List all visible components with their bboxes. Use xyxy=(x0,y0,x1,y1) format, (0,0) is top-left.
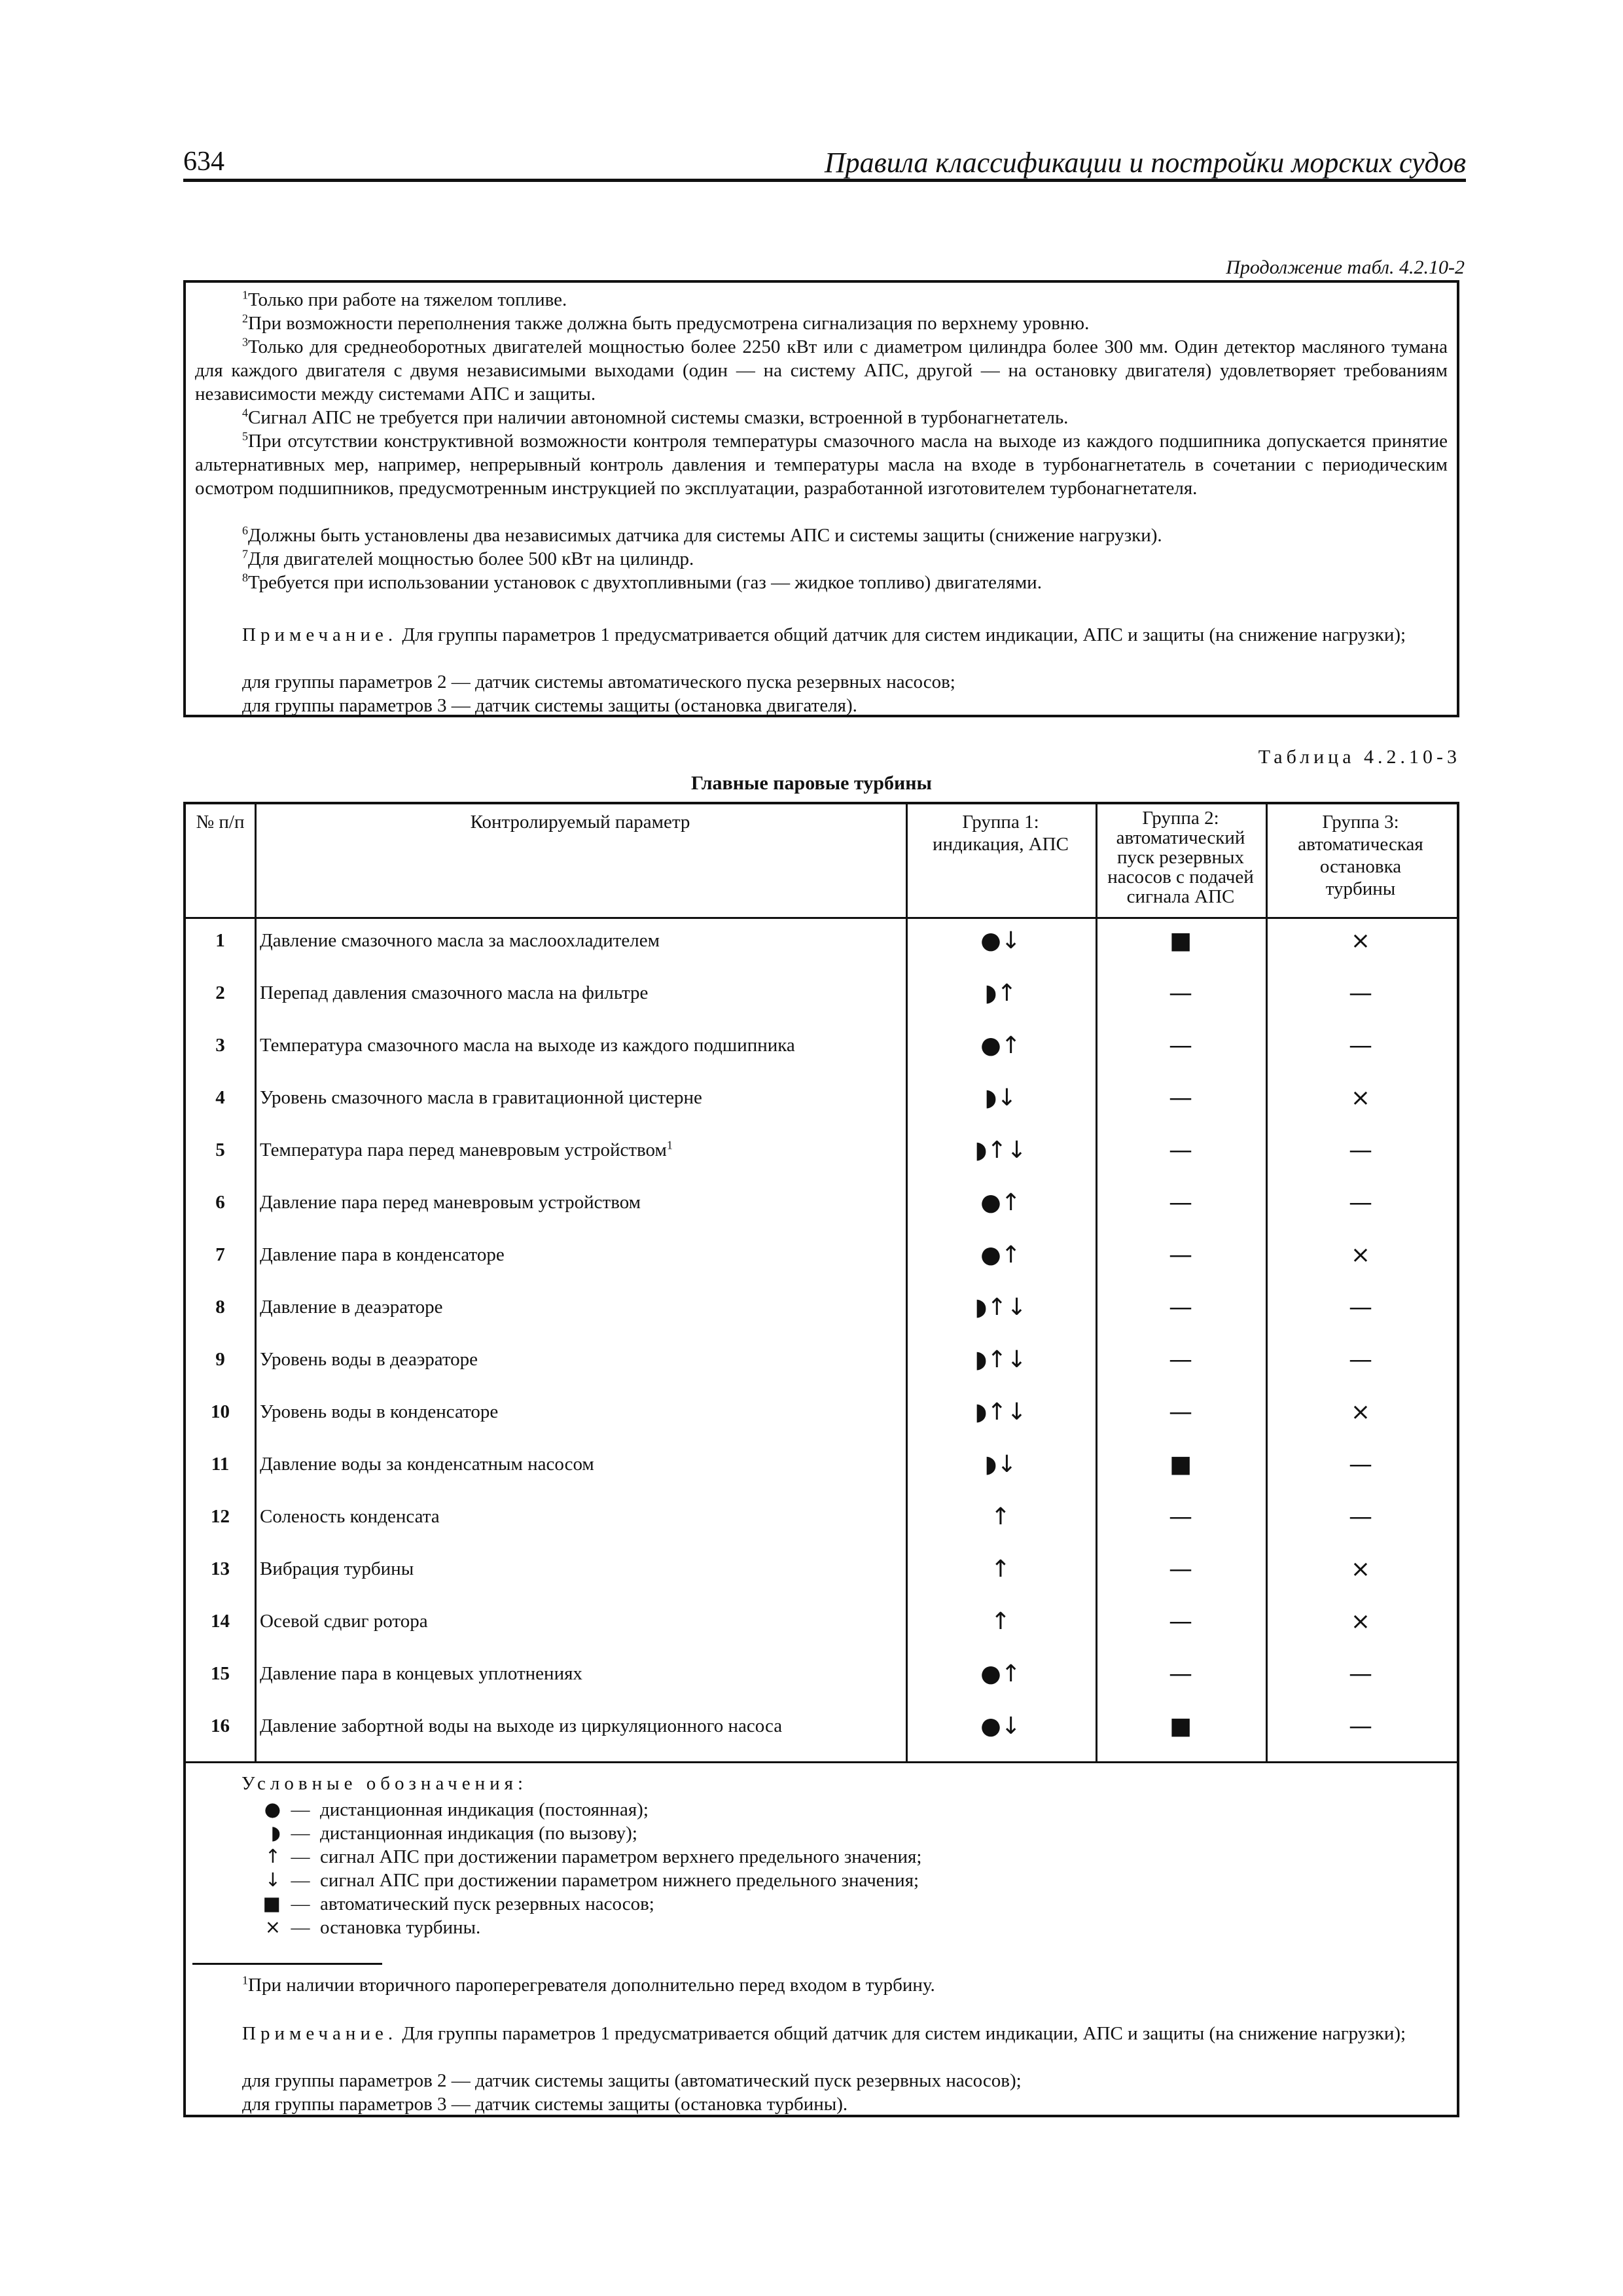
group-1-symbols: ↑ xyxy=(990,1556,1011,1583)
legend-item: ● — дистанционная индикация (постоянная); xyxy=(241,1798,649,1821)
row-parameter: Температура смазочного масла на выходе из каждого подшипника xyxy=(260,1035,795,1056)
header-group-1: Группа 1: индикация, АПС xyxy=(933,812,1069,855)
row-number: 16 xyxy=(211,1715,230,1736)
legend-item: ■ — автоматический пуск резервных насосов; xyxy=(241,1892,654,1916)
continuation-label: Продолжение табл. 4.2.10-2 xyxy=(1226,257,1465,278)
header-group-2: Группа 2: автоматический пуск резервных насосов с подачей сигнала АПС xyxy=(1107,808,1254,907)
group-1-symbols: ●↑ xyxy=(980,1189,1021,1216)
group-2-symbol: — xyxy=(1169,1242,1192,1268)
footnote-5: $^5$При отсутствии конструктивной возможности контроля температуры смазочного масла на выходе из каждого подшипника допускается принятие альтернативных мер, например, непрерывный контроль давления и температуры масла на входе в турбонагнетатель в сочетании с периодическим осмотром подшипников, предусмотренным инструкцией по эксплуатации, разработанной изготовителем турбонагнетателя. xyxy=(195,429,1448,499)
group-3-symbol: — xyxy=(1349,1503,1372,1530)
group-3-symbol: — xyxy=(1349,1189,1372,1216)
footnote-rule xyxy=(192,1963,382,1965)
row-number: 5 xyxy=(215,1139,225,1160)
row-parameter: Уровень смазочного масла в гравитационной цистерне xyxy=(260,1087,702,1108)
continuation-note-line-2: для группы параметров 2 — датчик системы автоматического пуска резервных насосов; xyxy=(242,672,955,692)
table-row xyxy=(186,921,1457,973)
group-1-symbols: ◗↑↓ xyxy=(974,1346,1027,1373)
group-2-symbol: — xyxy=(1169,1660,1192,1687)
table-note-line-2: для группы параметров 2 — датчик системы защиты (автоматический пуск резервных насосов); xyxy=(242,2070,1022,2091)
row-parameter: Уровень воды в деаэраторе xyxy=(260,1349,478,1370)
half-circle-icon: ◗ xyxy=(270,1821,281,1844)
row-number: 9 xyxy=(215,1349,225,1370)
group-2-symbol: — xyxy=(1169,1085,1192,1111)
group-3-symbol: — xyxy=(1349,1660,1372,1687)
legend-item: ↓ — сигнал АПС при достижении параметром нижнего предельного значения; xyxy=(241,1869,919,1892)
header-num: № п/п xyxy=(196,812,245,833)
group-3-symbol: × xyxy=(1350,927,1371,954)
header-group-3: Группа 3: автоматическая остановка турбины xyxy=(1298,812,1423,899)
group-1-symbols: ◗↓ xyxy=(984,1085,1017,1111)
table-footnote: $^1$При наличии вторичного пароперегревателя дополнительно перед входом в турбину. xyxy=(242,1973,935,1996)
table-row xyxy=(186,1392,1457,1444)
group-3-symbol: × xyxy=(1350,1556,1371,1583)
header-param: Контролируемый параметр xyxy=(470,812,690,833)
group-1-symbols: ●↑ xyxy=(980,1660,1021,1687)
table-row xyxy=(186,1287,1457,1340)
continuation-footnotes-box xyxy=(183,280,1459,717)
steam-turbine-table xyxy=(183,802,1459,2117)
group-3-symbol: — xyxy=(1349,1294,1372,1321)
group-1-symbols: ◗↑↓ xyxy=(974,1137,1027,1164)
table-title: Главные паровые турбины xyxy=(691,772,932,794)
row-parameter: Вибрация турбины xyxy=(260,1558,414,1579)
group-1-symbols: ◗↑ xyxy=(984,980,1017,1007)
row-parameter: Давление в деаэраторе xyxy=(260,1297,443,1318)
arrow-down-icon: ↓ xyxy=(264,1869,281,1891)
group-3-symbol: × xyxy=(1350,1608,1371,1635)
group-1-symbols: ◗↑↓ xyxy=(974,1294,1027,1321)
filled-square-icon: ■ xyxy=(262,1892,281,1914)
note-label: Примечание. xyxy=(242,2023,398,2044)
row-number: 7 xyxy=(215,1244,225,1265)
table-note: Примечание. Для группы параметров 1 предусматривается общий датчик для систем индикации, АПС и защиты (на снижение нагрузки); xyxy=(242,2023,1406,2044)
group-3-symbol: — xyxy=(1349,1713,1372,1740)
row-parameter: Уровень воды в конденсаторе xyxy=(260,1401,499,1422)
row-number: 4 xyxy=(215,1087,225,1108)
row-number: 8 xyxy=(215,1297,225,1318)
footnote-4: $^4$Сигнал АПС не требуется при наличии автономной системы смазки, встроенной в турбонагнетатель. xyxy=(242,406,1069,428)
table-label: Таблица 4.2.10-3 xyxy=(1258,746,1461,768)
group-3-symbol: × xyxy=(1350,1085,1371,1111)
row-number: 1 xyxy=(215,930,225,951)
table-row xyxy=(186,1654,1457,1706)
row-number: 11 xyxy=(211,1454,230,1475)
running-title: Правила классификации и постройки морских судов xyxy=(824,147,1466,179)
group-1-symbols: ↑ xyxy=(990,1608,1011,1635)
table-row xyxy=(186,1602,1457,1654)
table-row xyxy=(186,1078,1457,1130)
table-row xyxy=(186,1549,1457,1602)
header-divider xyxy=(186,917,1457,919)
row-number: 6 xyxy=(215,1192,225,1213)
group-2-symbol: — xyxy=(1169,1399,1192,1426)
row-parameter: Соленость конденсата xyxy=(260,1506,440,1527)
group-1-symbols: ●↑ xyxy=(980,1242,1021,1268)
row-parameter: Давление пара в концевых уплотнениях xyxy=(260,1663,582,1684)
row-number: 12 xyxy=(211,1506,230,1527)
group-2-symbol: ■ xyxy=(1169,1713,1192,1740)
group-2-symbol: — xyxy=(1169,1032,1192,1059)
note-label: Примечание. xyxy=(242,624,398,645)
group-2-symbol: — xyxy=(1169,1294,1192,1321)
footnote-1: $^1$Только при работе на тяжелом топливе. xyxy=(242,288,567,310)
group-2-symbol: — xyxy=(1169,1556,1192,1583)
legend-item: ◗ — дистанционная индикация (по вызову); xyxy=(241,1821,637,1845)
row-parameter: Перепад давления смазочного масла на фильтре xyxy=(260,982,649,1003)
body-divider xyxy=(186,1761,1457,1763)
row-parameter: Давление смазочного масла за маслоохладителем xyxy=(260,930,660,951)
group-1-symbols: ●↑ xyxy=(980,1032,1021,1059)
group-2-symbol: — xyxy=(1169,1503,1192,1530)
group-1-symbols: ↑ xyxy=(990,1503,1011,1530)
table-row xyxy=(186,1340,1457,1392)
group-3-symbol: × xyxy=(1350,1242,1371,1268)
table-note-line-3: для группы параметров 3 — датчик системы защиты (остановка турбины). xyxy=(242,2094,848,2115)
row-parameter: Давление пара перед маневровым устройством xyxy=(260,1192,641,1213)
row-number: 3 xyxy=(215,1035,225,1056)
legend-item: × — остановка турбины. xyxy=(241,1916,480,1939)
continuation-note-line-3: для группы параметров 3 — датчик системы защиты (остановка двигателя). xyxy=(242,695,857,716)
group-1-symbols: ●↓ xyxy=(980,1713,1021,1740)
row-number: 2 xyxy=(215,982,225,1003)
group-3-symbol: — xyxy=(1349,1451,1372,1478)
group-3-symbol: — xyxy=(1349,980,1372,1007)
group-2-symbol: — xyxy=(1169,1189,1192,1216)
arrow-up-icon: ↑ xyxy=(264,1845,281,1867)
row-parameter: Температура пара перед маневровым устройством$^1$ xyxy=(260,1138,673,1160)
group-2-symbol: — xyxy=(1169,1608,1192,1635)
group-2-symbol: — xyxy=(1169,980,1192,1007)
row-parameter: Давление забортной воды на выходе из циркуляционного насоса xyxy=(260,1715,783,1736)
row-number: 13 xyxy=(211,1558,230,1579)
group-2-symbol: — xyxy=(1169,1346,1192,1373)
group-2-symbol: — xyxy=(1169,1137,1192,1164)
footnote-7: $^7$Для двигателей мощностью более 500 кВт на цилиндр. xyxy=(242,547,694,569)
group-2-symbol: ■ xyxy=(1169,1451,1192,1478)
continuation-note: Примечание. Для группы параметров 1 предусматривается общий датчик для систем индикации, АПС и защиты (на снижение нагрузки); xyxy=(242,624,1406,645)
footnote-2: $^2$При возможности переполнения также должна быть предусмотрена сигнализация по верхнему уровню. xyxy=(242,312,1090,334)
row-number: 15 xyxy=(211,1663,230,1684)
table-row xyxy=(186,1444,1457,1497)
table-row xyxy=(186,1183,1457,1235)
legend-item: ↑ — сигнал АПС при достижении параметром верхнего предельного значения; xyxy=(241,1845,921,1869)
group-1-symbols: ●↓ xyxy=(980,927,1021,954)
footnote-3: $^3$Только для среднеоборотных двигателей мощностью более 2250 кВт или с диаметром цилиндра более 300 мм. Один детектор масляного тумана для каждого двигателя с двумя независимыми выходами (один — на систему АПС, другой — на остановку двигателя) удовлетворяет требованиям независимости между системами АПС и защиты. xyxy=(195,335,1448,404)
group-2-symbol: ■ xyxy=(1169,927,1192,954)
footnote-8: $^8$Требуется при использовании установок с двухтопливными (газ — жидкое топливо) двигателями. xyxy=(242,571,1042,593)
group-3-symbol: — xyxy=(1349,1346,1372,1373)
row-number: 10 xyxy=(211,1401,230,1422)
filled-circle-icon: ● xyxy=(264,1798,281,1820)
table-row xyxy=(186,1497,1457,1549)
legend-title: Условные обозначения: xyxy=(241,1773,528,1794)
group-3-symbol: × xyxy=(1350,1399,1371,1426)
row-parameter: Давление пара в конденсаторе xyxy=(260,1244,505,1265)
page-header xyxy=(183,141,1466,182)
table-row xyxy=(186,1130,1457,1183)
table-row xyxy=(186,1026,1457,1078)
row-number: 14 xyxy=(211,1611,230,1632)
row-parameter: Осевой сдвиг ротора xyxy=(260,1611,428,1632)
group-1-symbols: ◗↑↓ xyxy=(974,1399,1027,1426)
table-row xyxy=(186,1235,1457,1287)
table-row xyxy=(186,973,1457,1026)
group-1-symbols: ◗↓ xyxy=(984,1451,1017,1478)
cross-icon: × xyxy=(264,1916,281,1938)
group-3-symbol: — xyxy=(1349,1137,1372,1164)
group-3-symbol: — xyxy=(1349,1032,1372,1059)
table-row xyxy=(186,1706,1457,1759)
row-parameter: Давление воды за конденсатным насосом xyxy=(260,1454,594,1475)
page-number: 634 xyxy=(183,147,224,177)
footnote-6: $^6$Должны быть установлены два независимых датчика для системы АПС и системы защиты (снижение нагрузки). xyxy=(242,524,1162,546)
